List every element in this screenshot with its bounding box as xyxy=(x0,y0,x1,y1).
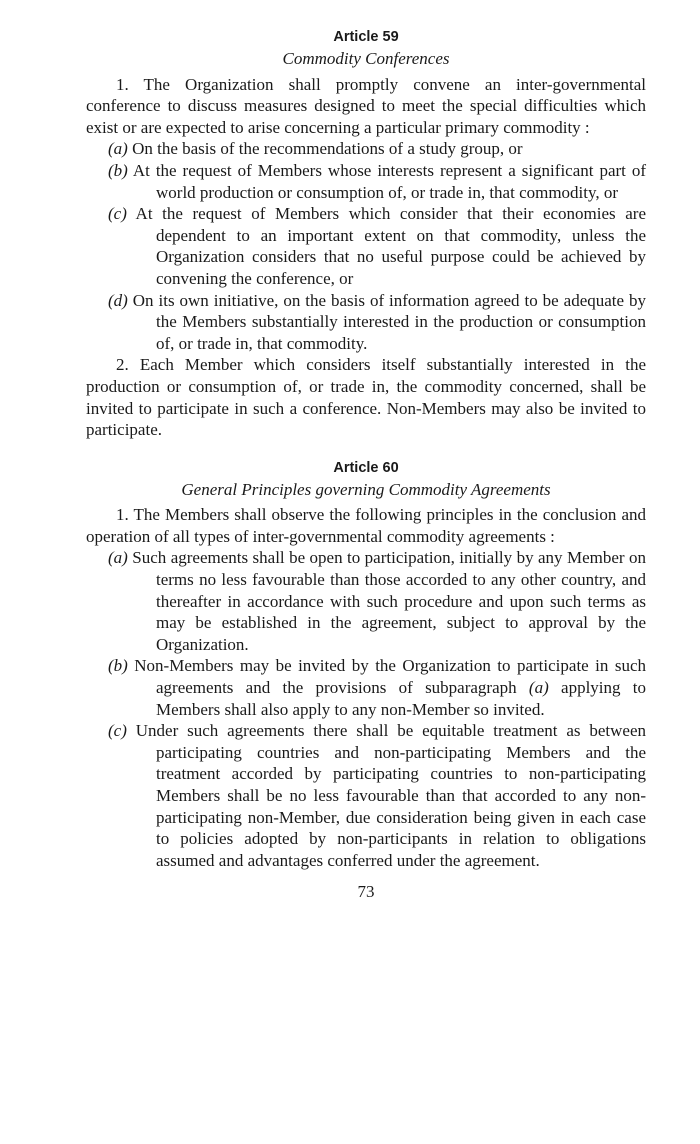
item-text: Under such agreements there shall be equitable treatment as between participating countries and non-participating Members and the treatment accorded by participating countries to non-participating Members shall be no less favourable than that accorded to any non-participating non-Member, due consideration being given in each case to policies adopted by non-participants in relation to obligations assumed and advantages conferred under the agreement. xyxy=(135,721,646,870)
item-text: On the basis of the recommendations of a study group, or xyxy=(132,139,523,159)
article-59-item-b xyxy=(86,160,646,203)
item-label: (b) xyxy=(108,160,128,180)
page-number: 73 xyxy=(357,882,375,902)
article-59-paragraph-1: 1. The Organization shall promptly convene an inter-governmental conference to discuss measures designed to meet the special difficulties which exist or are expected to arise concerning a particular primary commodity : xyxy=(86,74,646,137)
item-text: At the request of Members whose interests represent a significant part of world production or consumption of, or trade in, that commodity, or xyxy=(132,160,646,202)
article-59-heading: Article 59 xyxy=(333,29,399,45)
article-59-item-a xyxy=(86,138,646,160)
item-text: At the request of Members which consider that their economies are dependent to an important extent on that commodity, unless the Organization considers that no useful purpose could be achieved by convening the conference, or xyxy=(135,204,646,288)
item-text-before: Non-Members may be invited by the Organization to participate in such agreements and the provisions of subparagraph xyxy=(134,656,646,698)
item-label: (b) xyxy=(108,656,128,676)
item-label: (d) xyxy=(108,290,128,310)
item-label: (a) xyxy=(108,139,128,159)
item-label: (a) xyxy=(108,548,128,568)
article-59-item-d xyxy=(86,290,646,355)
article-59-item-c xyxy=(86,203,646,289)
article-60-paragraph-1: 1. The Members shall observe the following principles in the conclusion and operation of all types of inter-governmental commodity agreements : xyxy=(86,505,646,546)
item-label: (c) xyxy=(108,721,127,741)
section-spacer xyxy=(86,441,646,457)
article-60-heading: Article 60 xyxy=(333,459,399,476)
article-60-item-b xyxy=(86,655,646,720)
item-text: Such agreements shall be open to participation, initially by any Member on terms no less favourable than those accorded to any other country, and thereafter in accordance with such procedure and upon such terms as may be established in the agreement, subject to approval by the Organization. xyxy=(132,548,647,654)
item-text: On its own initiative, on the basis of information agreed to be adequate by the Members substantially interested in the production or consumption of, or trade in, that commodity. xyxy=(132,290,646,353)
document-page xyxy=(86,26,646,903)
article-60-item-a xyxy=(86,547,646,655)
article-59-paragraph-2: 2. Each Member which considers itself substantially interested in the production or consumption of, or trade in, the commodity concerned, shall be invited to participate in such a conference. Non-Members may also be invited to participate. xyxy=(86,355,646,440)
article-60-subtitle: General Principles governing Commodity Agreements xyxy=(181,479,551,499)
article-60-item-c xyxy=(86,720,646,871)
item-label: (c) xyxy=(108,204,127,224)
item-text-after: applying to Members shall also apply to any non-Member so invited. xyxy=(156,678,647,719)
article-59-subtitle: Commodity Conferences xyxy=(282,49,450,68)
subparagraph-reference: (a) xyxy=(528,678,549,698)
